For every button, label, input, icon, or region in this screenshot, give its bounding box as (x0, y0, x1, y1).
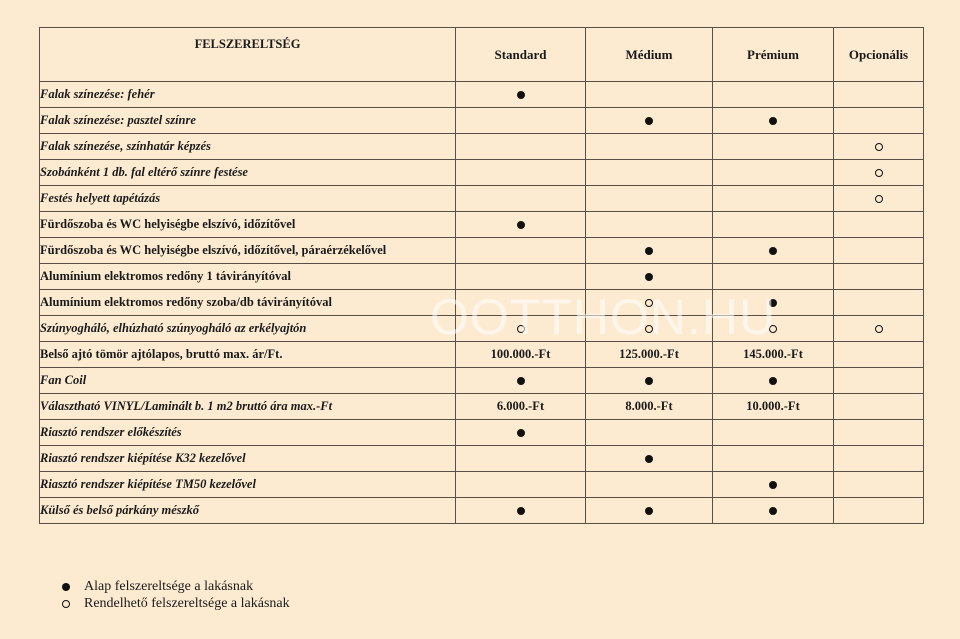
row-label: Falak színezése, színhatár képzés (40, 134, 456, 160)
cell-medium: 8.000.-Ft (586, 394, 713, 420)
row-label: Falak színezése: fehér (40, 82, 456, 108)
legend-item-orderable (62, 595, 290, 612)
table-row (40, 316, 924, 342)
equipment-table (39, 27, 924, 524)
cell-standard (456, 446, 586, 472)
watermark-text: OOTTHON.HU (430, 289, 777, 345)
cell-standard (456, 498, 586, 524)
cell-medium (586, 498, 713, 524)
filled-circle-icon (769, 507, 777, 515)
cell-medium (586, 134, 713, 160)
header-premium: Prémium (713, 28, 834, 82)
cell-standard (456, 316, 586, 342)
cell-medium (586, 368, 713, 394)
cell-medium (586, 238, 713, 264)
row-label: Riasztó rendszer kiépítése K32 kezelővel (40, 446, 456, 472)
cell-standard: 100.000.-Ft (456, 342, 586, 368)
row-label: Fürdőszoba és WC helyiségbe elszívó, időzítővel (40, 212, 456, 238)
cell-standard (456, 472, 586, 498)
cell-premium (713, 316, 834, 342)
hollow-circle-icon (62, 600, 70, 608)
cell-optional (834, 472, 924, 498)
filled-circle-icon (645, 455, 653, 463)
legend-item-basic (62, 578, 290, 595)
hollow-circle-icon (875, 143, 883, 151)
cell-premium (713, 134, 834, 160)
table-row (40, 108, 924, 134)
row-label: Külső és belső párkány mészkő (40, 498, 456, 524)
row-label: Fan Coil (40, 368, 456, 394)
table-row (40, 342, 924, 368)
legend-basic-label: Alap felszereltsége a lakásnak (84, 578, 254, 594)
cell-medium (586, 212, 713, 238)
table-row (40, 212, 924, 238)
cell-medium (586, 446, 713, 472)
filled-circle-icon (769, 299, 777, 307)
cell-standard (456, 108, 586, 134)
row-label: Fürdőszoba és WC helyiségbe elszívó, időzítővel, páraérzékelővel (40, 238, 456, 264)
hollow-circle-icon (517, 325, 525, 333)
table-row (40, 134, 924, 160)
cell-optional (834, 212, 924, 238)
row-label: Szobánként 1 db. fal eltérő színre festése (40, 160, 456, 186)
cell-premium (713, 368, 834, 394)
header-optional: Opcionális (834, 28, 924, 82)
table-row (40, 394, 924, 420)
header-feature: FELSZERELTSÉG (40, 28, 456, 82)
table-row (40, 264, 924, 290)
cell-optional (834, 238, 924, 264)
cell-standard (456, 290, 586, 316)
table-row (40, 420, 924, 446)
cell-medium (586, 160, 713, 186)
table-row (40, 472, 924, 498)
cell-standard (456, 264, 586, 290)
cell-premium: 145.000.-Ft (713, 342, 834, 368)
filled-circle-icon (517, 507, 525, 515)
cell-standard (456, 82, 586, 108)
cell-optional (834, 186, 924, 212)
cell-standard (456, 212, 586, 238)
table-row (40, 238, 924, 264)
hollow-circle-icon (769, 325, 777, 333)
row-label: Szúnyogháló, elhúzható szúnyogháló az erkélyajtón (40, 316, 456, 342)
cell-medium (586, 264, 713, 290)
cell-standard (456, 134, 586, 160)
filled-circle-icon (645, 247, 653, 255)
cell-optional (834, 134, 924, 160)
cell-optional (834, 342, 924, 368)
cell-medium (586, 472, 713, 498)
cell-premium: 10.000.-Ft (713, 394, 834, 420)
cell-premium (713, 472, 834, 498)
table-row (40, 82, 924, 108)
hollow-circle-icon (875, 195, 883, 203)
row-label: Falak színezése: pasztel színre (40, 108, 456, 134)
filled-circle-icon (517, 429, 525, 437)
cell-medium (586, 290, 713, 316)
cell-optional (834, 160, 924, 186)
cell-premium (713, 82, 834, 108)
filled-circle-icon (645, 377, 653, 385)
filled-circle-icon (517, 377, 525, 385)
row-label: Belső ajtó tömör ajtólapos, bruttó max. ár/Ft. (40, 342, 456, 368)
cell-standard (456, 160, 586, 186)
cell-medium (586, 82, 713, 108)
legend (62, 578, 290, 612)
hollow-circle-icon (875, 325, 883, 333)
cell-medium (586, 186, 713, 212)
row-label: Alumínium elektromos redőny szoba/db távirányítóval (40, 290, 456, 316)
header-medium: Médium (586, 28, 713, 82)
row-label: Alumínium elektromos redőny 1 távirányítóval (40, 264, 456, 290)
row-label: Festés helyett tapétázás (40, 186, 456, 212)
cell-medium: 125.000.-Ft (586, 342, 713, 368)
hollow-circle-icon (645, 299, 653, 307)
table-row (40, 446, 924, 472)
header-standard: Standard (456, 28, 586, 82)
cell-optional (834, 264, 924, 290)
row-label: Riasztó rendszer kiépítése TM50 kezelővel (40, 472, 456, 498)
hollow-circle-icon (875, 169, 883, 177)
filled-circle-icon (769, 481, 777, 489)
filled-circle-icon (645, 117, 653, 125)
cell-medium (586, 108, 713, 134)
legend-orderable-label: Rendelhető felszereltsége a lakásnak (84, 595, 290, 611)
cell-standard (456, 238, 586, 264)
row-label: Választható VINYL/Laminált b. 1 m2 bruttó ára max.-Ft (40, 394, 456, 420)
cell-premium (713, 446, 834, 472)
filled-circle-icon (645, 273, 653, 281)
cell-premium (713, 108, 834, 134)
cell-optional (834, 394, 924, 420)
cell-premium (713, 160, 834, 186)
filled-circle-icon (645, 507, 653, 515)
table-row (40, 290, 924, 316)
cell-medium (586, 420, 713, 446)
cell-standard (456, 420, 586, 446)
cell-premium (713, 498, 834, 524)
cell-premium (713, 186, 834, 212)
cell-optional (834, 316, 924, 342)
cell-standard: 6.000.-Ft (456, 394, 586, 420)
filled-circle-icon (517, 221, 525, 229)
cell-medium (586, 316, 713, 342)
cell-standard (456, 368, 586, 394)
cell-optional (834, 420, 924, 446)
cell-premium (713, 238, 834, 264)
cell-premium (713, 212, 834, 238)
filled-circle-icon (769, 247, 777, 255)
cell-optional (834, 446, 924, 472)
cell-optional (834, 368, 924, 394)
filled-circle-icon (62, 583, 70, 591)
cell-optional (834, 290, 924, 316)
table-header-row (40, 28, 924, 82)
table-row (40, 186, 924, 212)
cell-premium (713, 290, 834, 316)
hollow-circle-icon (645, 325, 653, 333)
cell-premium (713, 420, 834, 446)
filled-circle-icon (769, 377, 777, 385)
table-row (40, 160, 924, 186)
row-label: Riasztó rendszer előkészítés (40, 420, 456, 446)
filled-circle-icon (769, 117, 777, 125)
cell-standard (456, 186, 586, 212)
cell-optional (834, 82, 924, 108)
filled-circle-icon (517, 91, 525, 99)
table-row (40, 498, 924, 524)
table-row (40, 368, 924, 394)
cell-premium (713, 264, 834, 290)
cell-optional (834, 498, 924, 524)
cell-optional (834, 108, 924, 134)
